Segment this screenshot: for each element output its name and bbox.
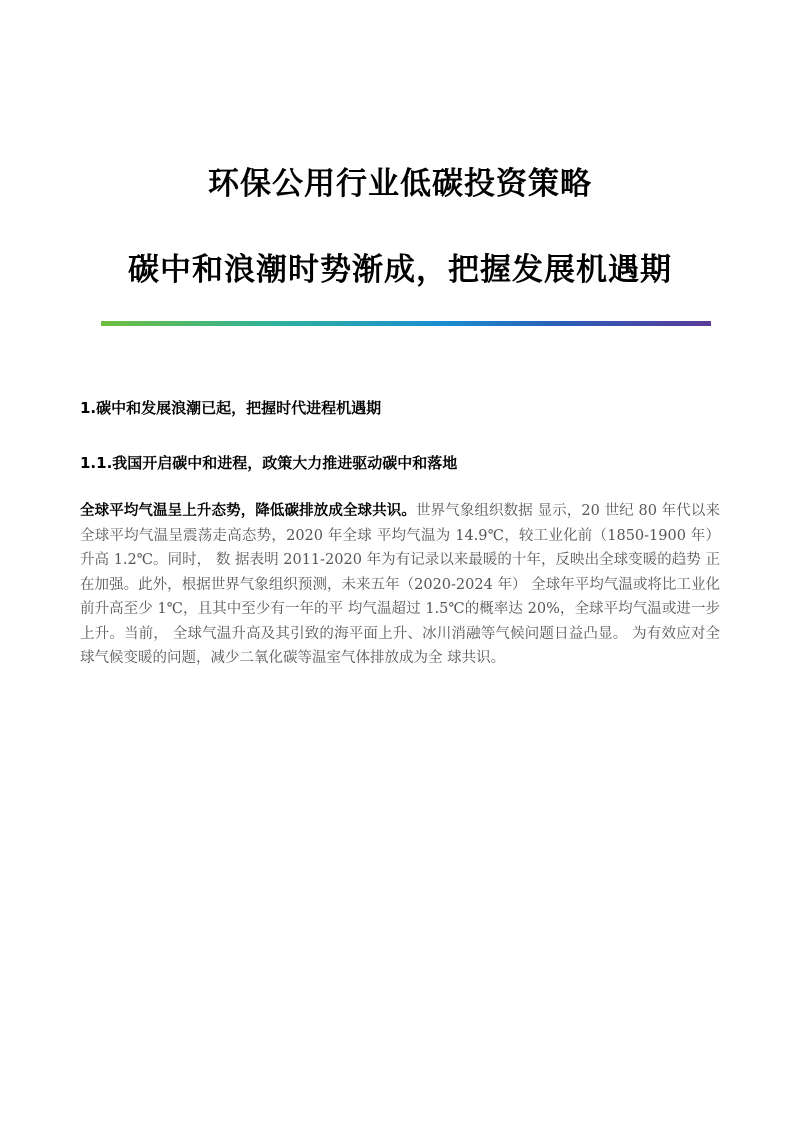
paragraph-lead: 全球平均气温呈上升态势，降低碳排放成全球共识。 xyxy=(80,503,416,519)
gradient-divider xyxy=(101,321,711,326)
section-heading: 1.碳中和发展浪潮已起，把握时代进程机遇期 xyxy=(80,399,382,417)
subsection-heading: 1.1.我国开启碳中和进程，政策大力推进驱动碳中和落地 xyxy=(80,454,458,472)
body-paragraph xyxy=(80,499,720,671)
document-subtitle: 碳中和浪潮时势渐成，把握发展机遇期 xyxy=(128,252,672,288)
document-title: 环保公用行业低碳投资策略 xyxy=(208,166,592,202)
paragraph-body: 世界气象组织数据 显示，20 世纪 80 年代以来全球平均气温呈震荡走高态势，2020 年全球 平均气温为 14.9℃，较工业化前（1850-1900 年）升高 1.2℃。同时， 数 据表明 2011-2020 年为有记录以来最暖的十年，反映出全球变暖的趋势 正在加强。此外，根据世界气象组织预测，未来五年（2020-2024 年） 全球年平均气温或将比工业化前升高至少 1℃，且其中至少有一年的平 均气温超过 1.5℃的概率达 20%，全球平均气温或进一步上升。当前， 全球气温升高及其引致的海平面上升、冰川消融等气候问题日益凸显。 为有效应对全球气候变暖的问题，减少二氧化碳等温室气体排放成为全 球共识。 xyxy=(80,503,721,666)
